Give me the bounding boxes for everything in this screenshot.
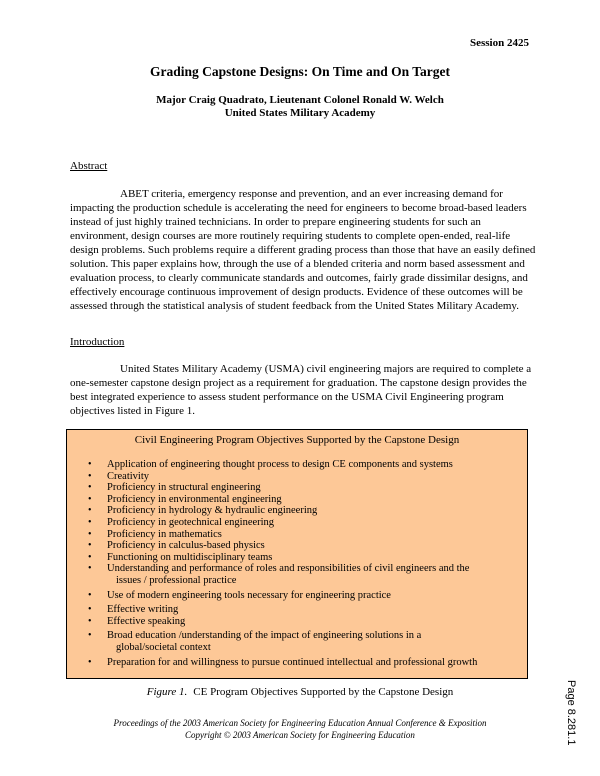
- bullet-icon: •: [88, 482, 92, 494]
- objective-item: [88, 482, 513, 494]
- objective-text: Proficiency in structural engineering: [107, 482, 261, 494]
- bullet-icon: •: [88, 656, 92, 668]
- objective-text: Proficiency in geotechnical engineering: [107, 516, 275, 528]
- bullet-icon: •: [88, 470, 92, 482]
- objective-text: Application of engineering thought process to design CE components and systems: [107, 459, 453, 470]
- objective-item: [88, 528, 513, 541]
- bullet-icon: •: [88, 563, 92, 575]
- bullet-icon: •: [88, 505, 92, 517]
- objective-item: [88, 656, 513, 669]
- objective-item: [88, 516, 513, 529]
- objective-item: [88, 589, 513, 602]
- page-number: Page 8.281.1: [565, 680, 577, 746]
- bullet-icon: •: [88, 551, 92, 563]
- objectives-box-title: Civil Engineering Program Objectives Supported by the Capstone Design: [134, 434, 460, 446]
- paper-title: Grading Capstone Designs: On Time and On Target: [150, 64, 450, 79]
- introduction-paragraph: [70, 362, 540, 418]
- author-names: Major Craig Quadrato, Lieutenant Colonel Ronald W. Welch: [156, 94, 444, 106]
- bullet-icon: •: [88, 615, 92, 627]
- objective-item: [88, 630, 513, 653]
- objective-item: [88, 604, 513, 616]
- objectives-list: [67, 459, 527, 668]
- figure-caption: [0, 686, 600, 698]
- bullet-icon: •: [88, 630, 92, 642]
- objective-text: Proficiency in mathematics: [107, 528, 222, 540]
- abstract-paragraph: [70, 187, 540, 313]
- objective-text: Effective writing: [107, 604, 179, 616]
- introduction-text: United States Military Academy (USMA) civil engineering majors are required to complete a one-semester capstone design project as a requirement for graduation. The capstone design provides the best integrated experience to assess student performance on the USMA Civil Engineering program objectives listed in Figure 1.: [70, 363, 532, 417]
- bullet-icon: •: [88, 516, 92, 528]
- proceedings-footer: [0, 717, 600, 741]
- bullet-icon: •: [88, 493, 92, 505]
- objective-item: [88, 540, 513, 552]
- introduction-heading: Introduction: [70, 336, 125, 348]
- footer-proceedings: Proceedings of the 2003 American Society for Engineering Education Annual Conference & Exposition: [113, 718, 487, 728]
- objective-text: Broad education /understanding of the impact of engineering solutions in a: [107, 630, 422, 642]
- abstract-heading: Abstract: [70, 160, 108, 172]
- objective-item: [88, 493, 513, 506]
- figure-label: Figure 1.: [146, 686, 188, 698]
- bullet-icon: •: [88, 540, 92, 552]
- objective-text: Proficiency in environmental engineering: [107, 493, 282, 505]
- objective-item: [88, 563, 513, 586]
- bullet-icon: •: [88, 459, 92, 470]
- bullet-icon: •: [88, 589, 92, 601]
- objective-item: [88, 551, 513, 564]
- abstract-text: ABET criteria, emergency response and prevention, and an ever increasing demand for impacting the production schedule is accelerating the need for engineers to become broad-based leaders instead of just highly trained technicians. In order to prepare engineering students for such an environment, design courses are more routinely requiring students to complete open-ended, real-life design problems. Such problems require a different grading process than those that have an easily defined solution. This paper explains how, through the use of a blended criteria and norm based assessment and evaluation process, to clearly communicate standards and outcomes, fairly grade dissimilar designs, and effectively encourage continuous improvement of design products. Evidence of these outcomes will be assessed through the statistical analysis of student feedback from the United States Military Academy.: [70, 188, 536, 312]
- objective-item: [88, 459, 513, 471]
- objective-item: [88, 505, 513, 517]
- objective-text: Proficiency in hydrology & hydraulic engineering: [107, 505, 318, 517]
- bullet-icon: •: [88, 528, 92, 540]
- objective-text: Functioning on multidisciplinary teams: [107, 551, 273, 563]
- objective-text: Creativity: [107, 470, 149, 482]
- figure-caption-text: CE Program Objectives Supported by the Capstone Design: [193, 686, 454, 698]
- objective-text: Preparation for and willingness to pursue continued intellectual and professional growth: [107, 656, 478, 668]
- objective-text: Effective speaking: [107, 615, 186, 627]
- bullet-icon: •: [88, 604, 92, 616]
- objective-text: Use of modern engineering tools necessary for engineering practice: [107, 589, 391, 601]
- authors-block: [0, 94, 600, 120]
- objective-item: [88, 470, 513, 483]
- objective-text: Proficiency in calculus-based physics: [107, 540, 265, 552]
- session-number: Session 2425: [470, 37, 529, 49]
- objective-text: Understanding and performance of roles and responsibilities of civil engineers and the: [107, 563, 470, 575]
- objectives-figure-box: [66, 429, 528, 679]
- objective-text-continued: issues / professional practice: [116, 574, 237, 586]
- author-affiliation: United States Military Academy: [224, 107, 376, 119]
- objective-item: [88, 615, 513, 628]
- objective-text-continued: global/societal context: [116, 641, 211, 653]
- footer-copyright: Copyright © 2003 American Society for Engineering Education: [185, 730, 415, 740]
